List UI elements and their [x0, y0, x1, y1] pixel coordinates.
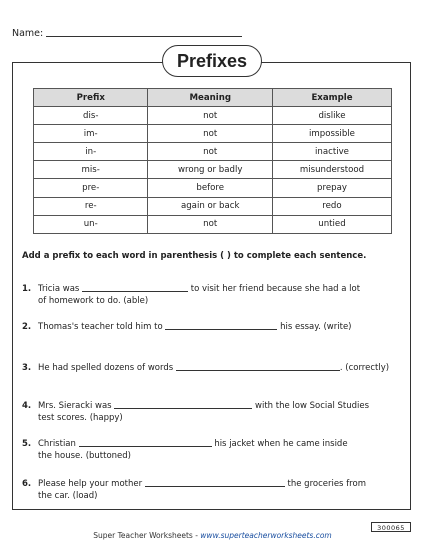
name-label: Name: [12, 28, 44, 39]
footer-link[interactable]: www.superteacherworksheets.com [200, 531, 332, 540]
table-header-row [34, 89, 392, 107]
question-text-line2: test scores. (happy) [38, 413, 123, 423]
cell-meaning: not [148, 125, 273, 143]
question-number: 5. [22, 439, 32, 449]
question-number: 3. [22, 363, 32, 373]
table-row [34, 215, 392, 233]
table-row [34, 107, 392, 125]
table-row [34, 179, 392, 197]
table-row [34, 161, 392, 179]
question-1 [22, 282, 392, 307]
answer-blank[interactable] [79, 437, 212, 447]
worksheet-code: 300065 [371, 522, 411, 532]
prefix-table [33, 88, 392, 234]
cell-meaning: not [148, 215, 273, 233]
question-2 [22, 320, 392, 333]
name-field [12, 27, 242, 39]
cell-prefix: in- [34, 143, 148, 161]
question-text-after: with the low Social Studies [255, 401, 370, 411]
question-number: 4. [22, 401, 32, 411]
question-4 [22, 399, 392, 424]
instructions: Add a prefix to each word in parenthesis ( ) to complete each sentence. [22, 251, 367, 261]
question-number: 2. [22, 322, 32, 332]
footer [0, 531, 425, 540]
cell-prefix: re- [34, 197, 148, 215]
question-text-before: He had spelled dozens of words [38, 363, 174, 373]
footer-text: Super Teacher Worksheets - [93, 531, 201, 540]
question-text-after: to visit her friend because she had a lot [190, 284, 361, 294]
answer-blank[interactable] [82, 282, 188, 292]
question-text-before: Tricia was [38, 284, 80, 294]
question-text-line2: of homework to do. (able) [38, 296, 149, 306]
page-title: Prefixes [162, 45, 262, 77]
header-prefix: Prefix [34, 89, 148, 107]
question-text-before: Please help your mother [38, 479, 143, 489]
question-text-after: his essay. (write) [280, 322, 352, 332]
table-row [34, 197, 392, 215]
name-blank[interactable] [46, 27, 242, 37]
question-3 [22, 361, 392, 374]
question-text-after: the groceries from [287, 479, 366, 489]
header-meaning: Meaning [148, 89, 273, 107]
question-number: 1. [22, 284, 32, 294]
question-text-before: Christian [38, 439, 76, 449]
question-text-line2: the car. (load) [38, 491, 98, 501]
cell-prefix: im- [34, 125, 148, 143]
question-text-before: Thomas's teacher told him to [38, 322, 163, 332]
cell-meaning: wrong or badly [148, 161, 273, 179]
table-row [34, 125, 392, 143]
table-row [34, 143, 392, 161]
cell-example: impossible [272, 125, 391, 143]
cell-example: redo [272, 197, 391, 215]
cell-example: misunderstood [272, 161, 391, 179]
cell-prefix: mis- [34, 161, 148, 179]
cell-meaning: not [148, 143, 273, 161]
answer-blank[interactable] [145, 477, 285, 487]
cell-example: prepay [272, 179, 391, 197]
question-text-after: . (correctly) [339, 363, 390, 373]
question-text-line2: the house. (buttoned) [38, 451, 131, 461]
cell-prefix: dis- [34, 107, 148, 125]
question-number: 6. [22, 479, 32, 489]
cell-example: dislike [272, 107, 391, 125]
answer-blank[interactable] [176, 361, 340, 371]
answer-blank[interactable] [165, 320, 277, 330]
cell-prefix: un- [34, 215, 148, 233]
cell-example: inactive [272, 143, 391, 161]
question-5 [22, 437, 392, 462]
cell-meaning: again or back [148, 197, 273, 215]
question-6 [22, 477, 392, 502]
answer-blank[interactable] [114, 399, 252, 409]
cell-meaning: before [148, 179, 273, 197]
cell-example: untied [272, 215, 391, 233]
question-text-after: his jacket when he came inside [214, 439, 348, 449]
cell-meaning: not [148, 107, 273, 125]
cell-prefix: pre- [34, 179, 148, 197]
question-text-before: Mrs. Sieracki was [38, 401, 112, 411]
header-example: Example [272, 89, 391, 107]
